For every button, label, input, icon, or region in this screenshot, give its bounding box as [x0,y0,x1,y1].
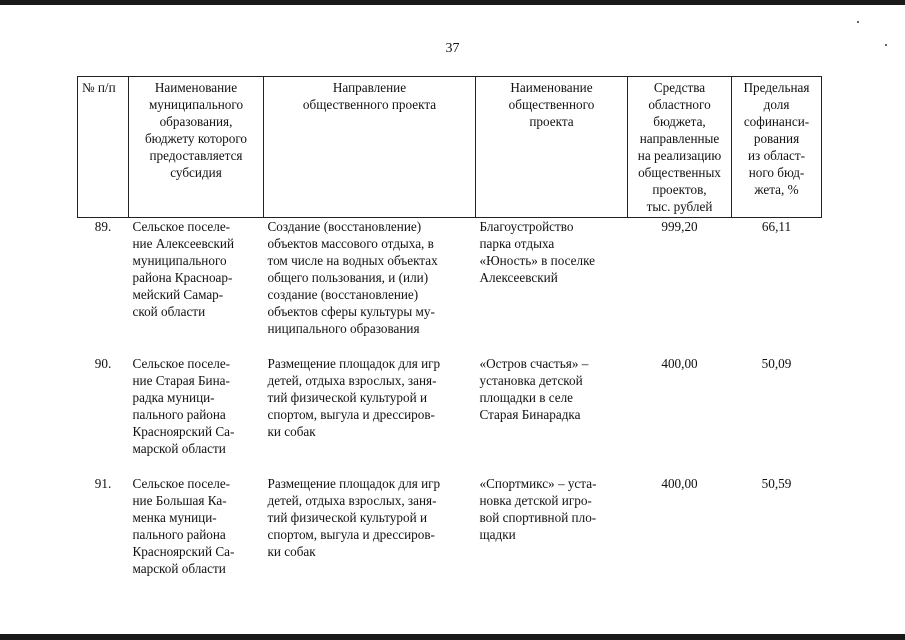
scan-speck [857,21,859,23]
cell-number: 90. [94,356,112,371]
cell-direction: Размещение площадок для игр детей, отдыха взрослых, заня- тий физической культурой и спортом, выгула и дрессиров- ки собак [267,356,441,439]
cell-municipality: Сельское поселе- ние Большая Ка- менка муници- пального района Красноярский Са- марской области [132,476,235,576]
cell-funds: 999,20 [661,219,698,234]
table-row [78,475,822,595]
header-number: № п/п [78,77,129,218]
page-number: 37 [445,41,460,56]
cell-funds: 400,00 [661,476,698,491]
cell-share: 66,11 [761,219,792,234]
cell-project: «Остров счастья» – установка детской площадки в селе Старая Бинарадка [479,356,589,422]
scan-border-bottom [0,634,905,640]
cell-project: Благоустройство парка отдыха «Юность» в поселке Алексеевский [479,219,596,285]
header-project: Наименование общественного проекта [476,77,628,218]
cell-municipality: Сельское поселе- ние Алексеевский муниципального района Красноар- мейский Самар- ской области [132,219,235,319]
table-header-row [78,77,822,218]
cell-municipality: Сельское поселе- ние Старая Бина- радка муници- пального района Красноярский Са- марской области [132,356,235,456]
header-funds: Средства областного бюджета, направленные на реализацию общественных проектов, тыс. рублей [628,77,732,218]
header-municipality: Наименование муниципального образования, бюджету которого предоставляется субсидия [129,77,264,218]
cell-direction: Размещение площадок для игр детей, отдыха взрослых, заня- тий физической культурой и спортом, выгула и дрессиров- ки собак [267,476,441,559]
scan-border-top [0,0,905,5]
header-direction: Направление общественного проекта [264,77,476,218]
cell-share: 50,59 [761,476,792,491]
cell-direction: Создание (восстановление) объектов массового отдыха, в том числе на водных объектах общего пользования, и (или) создание (восстановление) объектов сферы культуры му- ниципального образования [267,219,438,336]
table-row [78,218,822,356]
table-row [78,355,822,475]
cell-number: 91. [94,476,112,491]
cell-project: «Спортмикс» – уста- новка детской игро- вой спортивной пло- щадки [479,476,597,542]
cell-share: 50,09 [761,356,792,371]
header-share: Предельная доля софинанси- рования из област- ного бюд- жета, % [732,77,822,218]
subsidy-table [77,76,822,595]
cell-number: 89. [94,219,112,234]
cell-funds: 400,00 [661,356,698,371]
